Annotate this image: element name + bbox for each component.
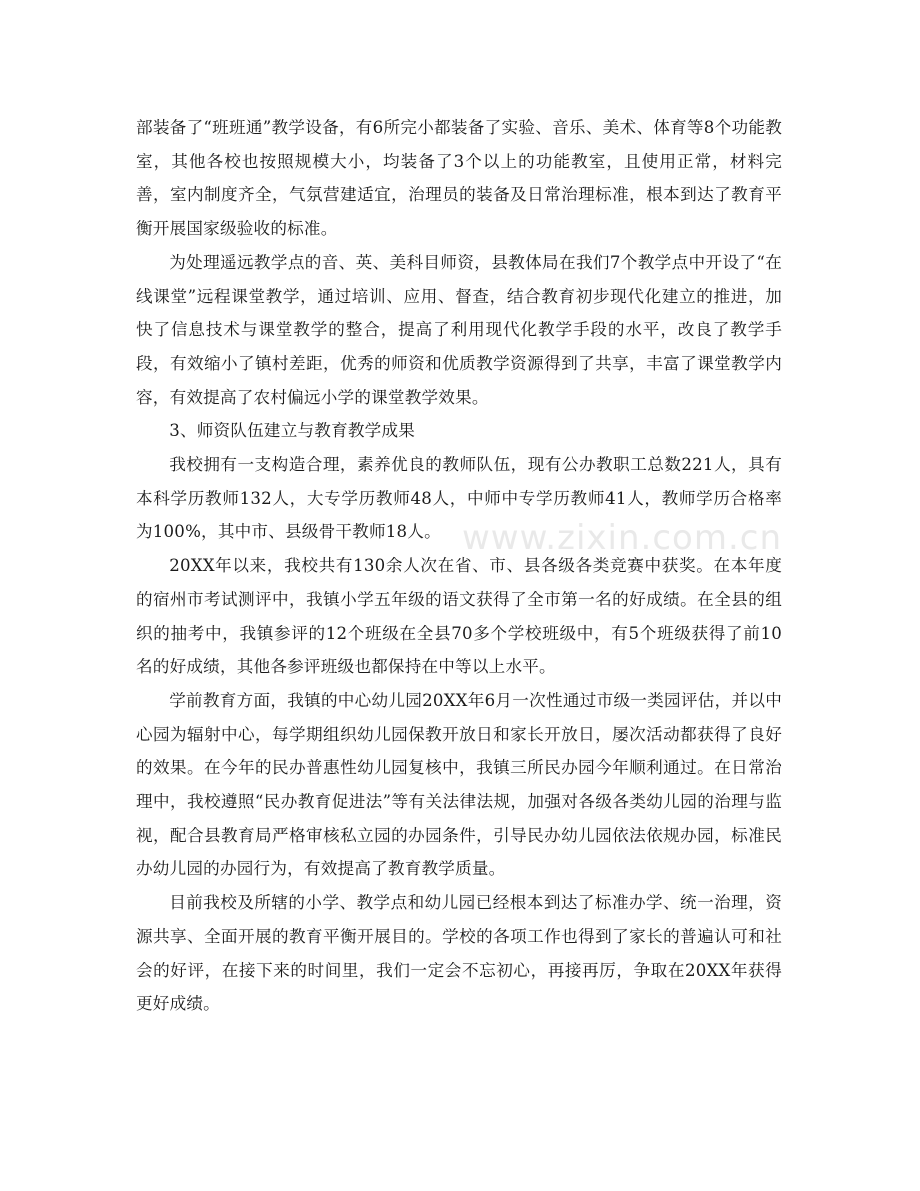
document-body bbox=[136, 111, 782, 1021]
watermark-text: www.zixin.com.cn bbox=[462, 518, 782, 558]
paragraph-teacher-team: 我校拥有一支构造合理，素养优良的教师队伍，现有公办教职工总数221人，具有本科学历教师132人，大专学历教师48人，中师中专学历教师41人，教师学历合格率为100%，其中市、县级骨干教师18人。 bbox=[136, 455, 782, 542]
paragraph-preschool: 学前教育方面，我镇的中心幼儿园20XX年6月一次性通过市级一类园评估，并以中心园为辐射中心，每学期组织幼儿园保教开放日和家长开放日，屡次活动都获得了良好的效果。在今年的民办普惠性幼儿园复核中，我镇三所民办园今年顺利通过。在日常治理中，我校遵照“民办教育促进法”等有关法律法规，加强对各级各类幼儿园的治理与监视，配合县教育局严格审核私立园的办园条件，引导民办幼儿园依法依规办园，标准民办幼儿园的办园行为，有效提高了教育教学质量。 bbox=[136, 690, 782, 879]
paragraph-awards: 20XX年以来，我校共有130余人次在省、市、县各级各类竞赛中获奖。在本年度的宿州市考试测评中，我镇小学五年级的语文获得了全市第一名的好成绩。在全县的组织的抽考中，我镇参评的12个班级在全县70多个学校班级中，有5个班级获得了前10名的好成绩，其他各参评班级也都保持在中等以上水平。 bbox=[136, 556, 782, 677]
paragraph-conclusion: 目前我校及所辖的小学、教学点和幼儿园已经根本到达了标准办学、统一治理，资源共享、全面开展的教育平衡开展目的。学校的各项工作也得到了家长的普遍认可和社会的好评，在接下来的时间里，我们一定会不忘初心，再接再厉，争取在20XX年获得更好成绩。 bbox=[136, 893, 782, 1014]
paragraph-online-classroom: 为处理遥远教学点的音、英、美科目师资，县教体局在我们7个教学点中开设了“在线课堂”远程课堂教学，通过培训、应用、督查，结合教育初步现代化建立的推进，加快了信息技术与课堂教学的整合，提高了利用现代化教学手段的水平，改良了教学手段，有效缩小了镇村差距，优秀的师资和优质教学资源得到了共享，丰富了课堂教学内容，有效提高了农村偏远小学的课堂教学效果。 bbox=[136, 252, 782, 407]
paragraph-equipment: 部装备了“班班通”教学设备，有6所完小都装备了实验、音乐、美术、体育等8个功能教室，其他各校也按照规模大小，均装备了3个以上的功能教室，且使用正常，材料完善，室内制度齐全，气氛营建适宜，治理员的装备及日常治理标准，根本到达了教育平衡开展国家级验收的标准。 bbox=[136, 118, 782, 239]
section-heading-teachers: 3、师资队伍建立与教育教学成果 bbox=[169, 421, 416, 441]
